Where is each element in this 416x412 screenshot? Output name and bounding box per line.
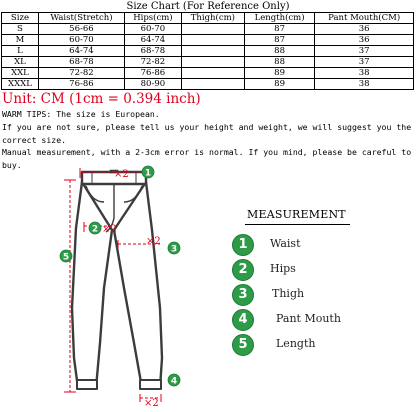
header-length: Length(cm)	[244, 13, 314, 24]
cell: 38	[315, 68, 414, 79]
table-row	[2, 57, 414, 68]
cell	[181, 46, 244, 57]
cell: 72-82	[124, 57, 181, 68]
measurement-title: MEASUREMENT	[247, 208, 346, 221]
cell: 38	[315, 79, 414, 90]
header-waist: Waist(Stretch)	[38, 13, 124, 24]
size-chart-caption: Size Chart (For Reference Only)	[126, 1, 290, 12]
cell: 60-70	[38, 35, 124, 46]
measurement-legend	[232, 234, 402, 359]
cell: 64-74	[124, 35, 181, 46]
table-row	[2, 46, 414, 57]
cell	[181, 57, 244, 68]
legend-item-length	[232, 334, 402, 359]
cell: 87	[244, 24, 314, 35]
marker-3-badge	[168, 242, 180, 255]
tip-line: If you are not sure, please tell us your height and weight, we will suggest you the correct size.	[2, 121, 412, 145]
table-row	[2, 24, 414, 35]
legend-label: Thigh	[272, 287, 305, 300]
tip-line: WARM TIPS: The size is European.	[2, 109, 160, 119]
legend-item-thigh	[232, 284, 402, 309]
marker-1-badge	[142, 166, 154, 179]
cell: 36	[315, 24, 414, 35]
cell: XL	[2, 57, 39, 68]
header-hips: Hips(cm)	[124, 13, 181, 24]
cell: L	[2, 46, 39, 57]
marker-4-badge	[168, 374, 180, 387]
cell: 37	[315, 57, 414, 68]
legend-label: Waist	[270, 237, 301, 250]
cell: XXXL	[2, 79, 39, 90]
marker-4-number: 4	[170, 376, 178, 387]
cell: 68-78	[124, 46, 181, 57]
legend-number-badge: 4	[232, 309, 254, 331]
marker-1-multiplier: ×2	[114, 169, 129, 180]
legend-number-badge: 2	[232, 259, 254, 281]
legend-number-badge: 1	[232, 234, 254, 256]
jeans-illustration	[72, 170, 162, 389]
header-pant-mouth: Pant Mouth(CM)	[315, 13, 414, 24]
legend-label: Length	[276, 337, 316, 350]
cell	[181, 35, 244, 46]
marker-5-badge	[60, 250, 72, 263]
cell: XXL	[2, 68, 39, 79]
cell: M	[2, 35, 39, 46]
cell: 36	[315, 35, 414, 46]
legend-item-pant-mouth	[232, 309, 402, 334]
marker-2-multiplier: ×2	[102, 224, 117, 235]
legend-label: Hips	[270, 262, 296, 275]
cell: 68-78	[38, 57, 124, 68]
tip-line: Manual measurement, with a 2-3cm error is normal. If you mind, please be careful to buy.	[2, 147, 412, 171]
cell: 88	[244, 57, 314, 68]
size-chart-header-row	[2, 13, 414, 24]
cell: 80-90	[124, 79, 181, 90]
legend-item-hips	[232, 259, 402, 284]
header-thigh: Thigh(cm)	[181, 13, 244, 24]
marker-1-number: 1	[144, 168, 152, 179]
marker-3-number: 3	[170, 244, 178, 255]
cell: 64-74	[38, 46, 124, 57]
cell: 88	[244, 46, 314, 57]
cell: S	[2, 24, 39, 35]
cell: 37	[315, 46, 414, 57]
legend-label: Pant Mouth	[276, 312, 341, 325]
table-row	[2, 35, 414, 46]
legend-item-waist	[232, 234, 402, 259]
cell: 89	[244, 68, 314, 79]
legend-number-badge: 3	[232, 284, 254, 306]
header-size: Size	[2, 13, 39, 24]
cell: 76-86	[38, 79, 124, 90]
jeans-measurement-diagram	[0, 158, 200, 412]
cell	[181, 79, 244, 90]
cell: 72-82	[38, 68, 124, 79]
measurement-title-underline	[245, 224, 350, 225]
cell: 87	[244, 35, 314, 46]
unit-note: Unit: CM (1cm = 0.394 inch)	[2, 91, 201, 107]
legend-number-badge: 5	[232, 334, 254, 356]
table-row	[2, 79, 414, 90]
cell: 89	[244, 79, 314, 90]
marker-2-number: 2	[91, 224, 99, 235]
marker-4-multiplier: ×2	[144, 398, 159, 409]
marker-2-badge	[89, 222, 101, 235]
table-row	[2, 68, 414, 79]
cell	[181, 68, 244, 79]
cell	[181, 24, 244, 35]
size-chart-table	[1, 12, 414, 90]
cell: 60-70	[124, 24, 181, 35]
marker-3-multiplier: ×2	[146, 236, 161, 247]
cell: 56-66	[38, 24, 124, 35]
cell: 76-86	[124, 68, 181, 79]
marker-5-number: 5	[62, 252, 70, 263]
